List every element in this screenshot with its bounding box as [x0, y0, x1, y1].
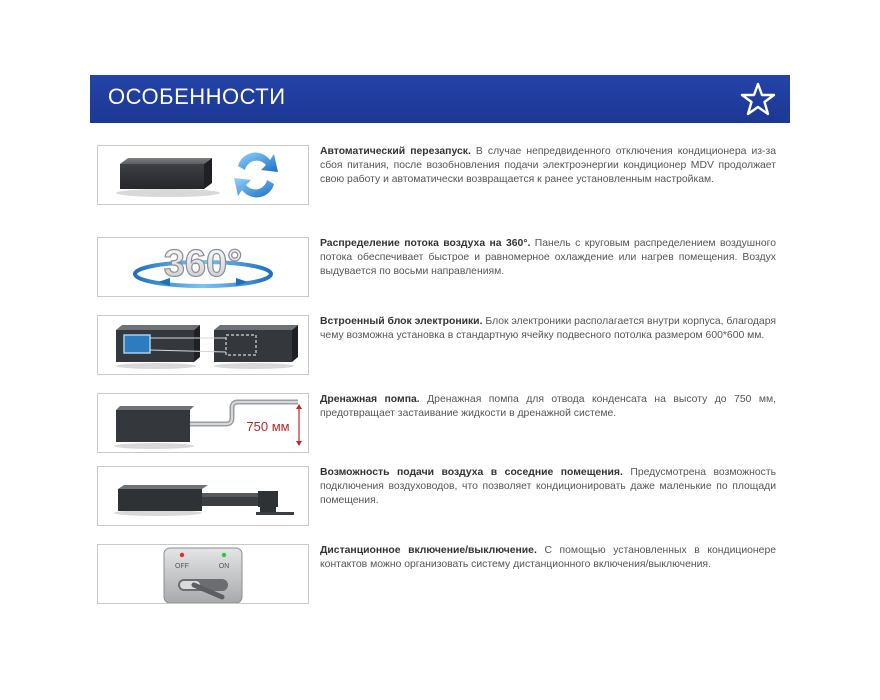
airflow-360-image — [97, 237, 309, 297]
electronics-block-image — [97, 315, 309, 375]
feature-title: Возможность подачи воздуха в соседние помещения. — [320, 467, 623, 478]
feature-description: В случае непредвиденного отключения кондиционера из-за сбоя питания, после возобновления подачи электроэнергии кондиционер MDV продолжает свою работу и автоматически возвращается к ранее установленным настройкам. — [320, 146, 777, 185]
drain-pump-image — [97, 393, 309, 453]
feature-description: Предусмотрена возможность подключения воздуховодов, что позволяет кондиционировать даже маленькие по площади помещения. — [320, 467, 776, 506]
feature-title: Автоматический перезапуск. — [320, 146, 471, 157]
feature-title: Дренажная помпа. — [320, 394, 420, 405]
restart-arrows-icon — [234, 153, 278, 198]
feature-title: Встроенный блок электроники. — [320, 316, 483, 327]
feature-auto-restart — [320, 145, 776, 187]
airflow-360-label: 360° — [163, 243, 243, 285]
feature-description: С помощью установленных в кондиционере контактов можно организовать систему дистанционного включения/выключения. — [320, 545, 777, 570]
feature-remote-switch — [320, 544, 776, 572]
feature-airflow-360 — [320, 237, 776, 279]
feature-title: Распределение потока воздуха на 360°. — [320, 238, 531, 249]
auto-restart-image — [97, 145, 309, 205]
section-title: ОСОБЕННОСТИ — [108, 84, 286, 109]
section-banner — [90, 75, 790, 123]
drain-height-label: 750 мм — [246, 419, 290, 434]
off-label: OFF — [175, 563, 189, 570]
feature-title: Дистанционное включение/выключение. — [320, 545, 537, 556]
feature-description: Блок электроники располагается внутри корпуса, благодаря чему возможна установка в стандартную ячейку подвесного потолка размером 600*600 мм. — [320, 316, 776, 341]
feature-description: Дренажная помпа для отвода конденсата на высоту до 750 мм, предотвращает застаивание жидкости в дренажной системе. — [320, 394, 777, 419]
feature-duct-supply — [320, 466, 776, 508]
remote-switch-image — [97, 544, 309, 604]
feature-electronics — [320, 315, 776, 343]
feature-drain-pump — [320, 393, 776, 421]
duct-supply-image — [97, 466, 309, 526]
star-icon — [740, 81, 776, 117]
on-label: ON — [218, 563, 230, 570]
feature-description: Панель с круговым распределением воздушного потока обеспечивает быстрое и равномерное охлаждение или нагрев помещения. Воздух выдувается по восьми направлениям. — [320, 238, 776, 277]
